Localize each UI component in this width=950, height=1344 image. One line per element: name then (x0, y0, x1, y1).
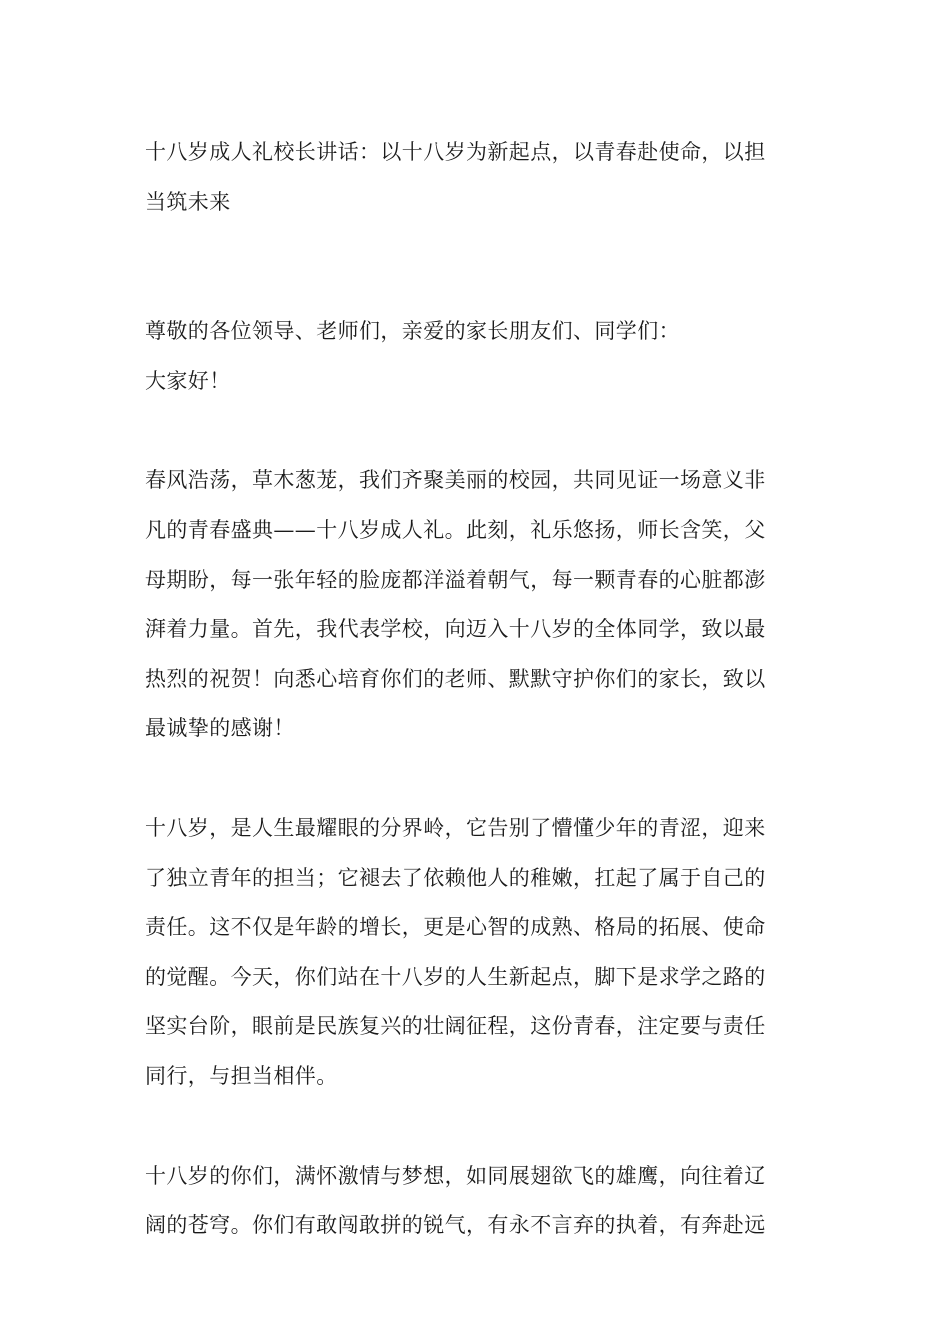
paragraph-line: 母期盼，每一张年轻的脸庞都洋溢着朝气，每一颗青春的心脏都澎 (145, 567, 766, 592)
paragraph-line: 春风浩荡，草木葱茏，我们齐聚美丽的校园，共同见证一场意义非 (145, 468, 766, 493)
paragraph-line: 的觉醒。今天，你们站在十八岁的人生新起点，脚下是求学之路的 (145, 964, 766, 989)
title-line: 当筑未来 (145, 189, 231, 214)
salutation: 尊敬的各位领导、老师们，亲爱的家长朋友们、同学们： (145, 319, 680, 344)
paragraph-line: 同行，与担当相伴。 (145, 1063, 338, 1088)
paragraph-line: 十八岁的你们，满怀激情与梦想，如同展翅欲飞的雄鹰，向往着辽 (145, 1163, 766, 1188)
paragraph-line: 凡的青春盛典——十八岁成人礼。此刻，礼乐悠扬，师长含笑，父 (145, 517, 766, 542)
paragraph-line: 最诚挚的感谢！ (145, 716, 295, 741)
paragraph-line: 热烈的祝贺！向悉心培育你们的老师、默默守护你们的家长，致以 (145, 666, 766, 691)
document-page (145, 128, 810, 1251)
paragraph-2 (145, 804, 810, 1102)
greeting: 大家好！ (145, 368, 231, 393)
paragraph-line: 十八岁，是人生最耀眼的分界岭，它告别了懵懂少年的青涩，迎来 (145, 815, 766, 840)
paragraph-line: 坚实台阶，眼前是民族复兴的壮阔征程，这份青春，注定要与责任 (145, 1014, 766, 1039)
paragraph-line: 责任。这不仅是年龄的增长，更是心智的成熟、格局的拓展、使命 (145, 915, 766, 940)
paragraph-3 (145, 1152, 810, 1251)
paragraph-line: 湃着力量。首先，我代表学校，向迈入十八岁的全体同学，致以最 (145, 617, 766, 642)
paragraph-1 (145, 456, 810, 754)
paragraph-line: 阔的苍穹。你们有敢闯敢拼的锐气，有永不言弃的执着，有奔赴远 (145, 1213, 766, 1238)
document-title (145, 128, 810, 227)
paragraph-line: 了独立青年的担当；它褪去了依赖他人的稚嫩，扛起了属于自己的 (145, 865, 766, 890)
title-line: 十八岁成人礼校长讲话：以十八岁为新起点，以青春赴使命，以担 (145, 140, 766, 164)
